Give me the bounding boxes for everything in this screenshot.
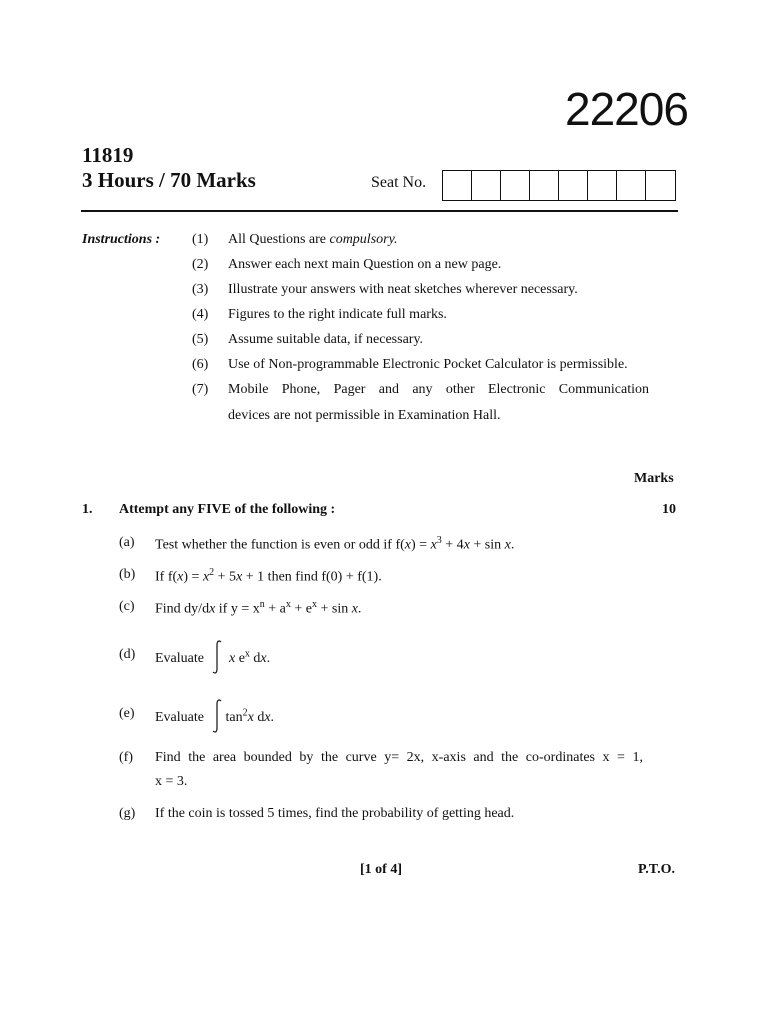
instruction-text: Mobile Phone, Pager and any other Electronic Communication bbox=[228, 382, 649, 397]
instruction-text: Use of Non-programmable Electronic Pocket Calculator is permissible. bbox=[228, 357, 628, 372]
seat-number-boxes[interactable] bbox=[442, 170, 676, 201]
question-number: 1. bbox=[82, 502, 93, 517]
part-text: x = 3. bbox=[155, 774, 188, 789]
part-text: Evaluate x $e^x$ dx. bbox=[155, 647, 270, 667]
seat-number-box[interactable] bbox=[501, 171, 530, 200]
part-text: Test whether the function is even or odd if $f(x) = x^3 + 4x + \sin x$. bbox=[155, 535, 515, 553]
part-text: If the coin is tossed 5 times, find the probability of getting head. bbox=[155, 806, 515, 821]
header-divider bbox=[81, 210, 678, 212]
part-label: (d) bbox=[119, 647, 136, 662]
part-text: Find dy/dx if $y = x^n + a^x + e^x + \sin x$. bbox=[155, 599, 362, 617]
integral-sign-icon bbox=[211, 647, 223, 667]
part-label: (c) bbox=[119, 599, 135, 614]
part-label: (g) bbox=[119, 806, 136, 821]
integral-sign-icon bbox=[211, 706, 223, 726]
instruction-number: (4) bbox=[192, 307, 209, 322]
duration-marks: 3 Hours / 70 Marks bbox=[82, 168, 256, 192]
instruction-text: devices are not permissible in Examination Hall. bbox=[228, 408, 501, 423]
question-marks: 10 bbox=[662, 502, 676, 517]
part-label: (e) bbox=[119, 706, 135, 721]
part-text: If $f(x) = x^2 + 5x + 1$ then find f(0) + f(1). bbox=[155, 567, 382, 585]
seat-number-box[interactable] bbox=[559, 171, 588, 200]
seat-number-label: Seat No. bbox=[371, 174, 427, 191]
instructions-label: Instructions : bbox=[82, 232, 161, 247]
instruction-text: Figures to the right indicate full marks. bbox=[228, 307, 447, 322]
seat-number-box[interactable] bbox=[530, 171, 559, 200]
instruction-emphasis: compulsory. bbox=[329, 232, 398, 247]
seat-number-box[interactable] bbox=[617, 171, 646, 200]
instruction-number: (6) bbox=[192, 357, 209, 372]
instruction-number: (3) bbox=[192, 282, 209, 297]
marks-column-heading: Marks bbox=[634, 471, 674, 486]
paper-code: 11819 bbox=[82, 143, 134, 167]
instruction-text: Illustrate your answers with neat sketches wherever necessary. bbox=[228, 282, 578, 297]
seat-number-box[interactable] bbox=[443, 171, 472, 200]
instruction-number: (2) bbox=[192, 257, 209, 272]
instruction-text: Assume suitable data, if necessary. bbox=[228, 332, 424, 347]
part-label: (a) bbox=[119, 535, 135, 550]
subject-code: 22206 bbox=[565, 83, 688, 135]
please-turn-over: P.T.O. bbox=[638, 862, 675, 877]
instruction-text: All Questions are compulsory. bbox=[228, 232, 398, 247]
instruction-number: (5) bbox=[192, 332, 209, 347]
instruction-text: Answer each next main Question on a new page. bbox=[228, 257, 502, 272]
seat-number-box[interactable] bbox=[588, 171, 617, 200]
part-text: Evaluate $\tan^2x$ dx. bbox=[155, 706, 274, 726]
seat-number-box[interactable] bbox=[646, 171, 675, 200]
part-label: (b) bbox=[119, 567, 136, 582]
instruction-number: (1) bbox=[192, 232, 209, 247]
page-number: [1 of 4] bbox=[360, 862, 402, 877]
part-text: Find the area bounded by the curve y= 2x, x-axis and the co-ordinates x = 1, bbox=[155, 750, 643, 765]
instruction-number: (7) bbox=[192, 382, 209, 397]
part-label: (f) bbox=[119, 750, 133, 765]
seat-number-box[interactable] bbox=[472, 171, 501, 200]
question-title: Attempt any FIVE of the following : bbox=[119, 502, 336, 517]
